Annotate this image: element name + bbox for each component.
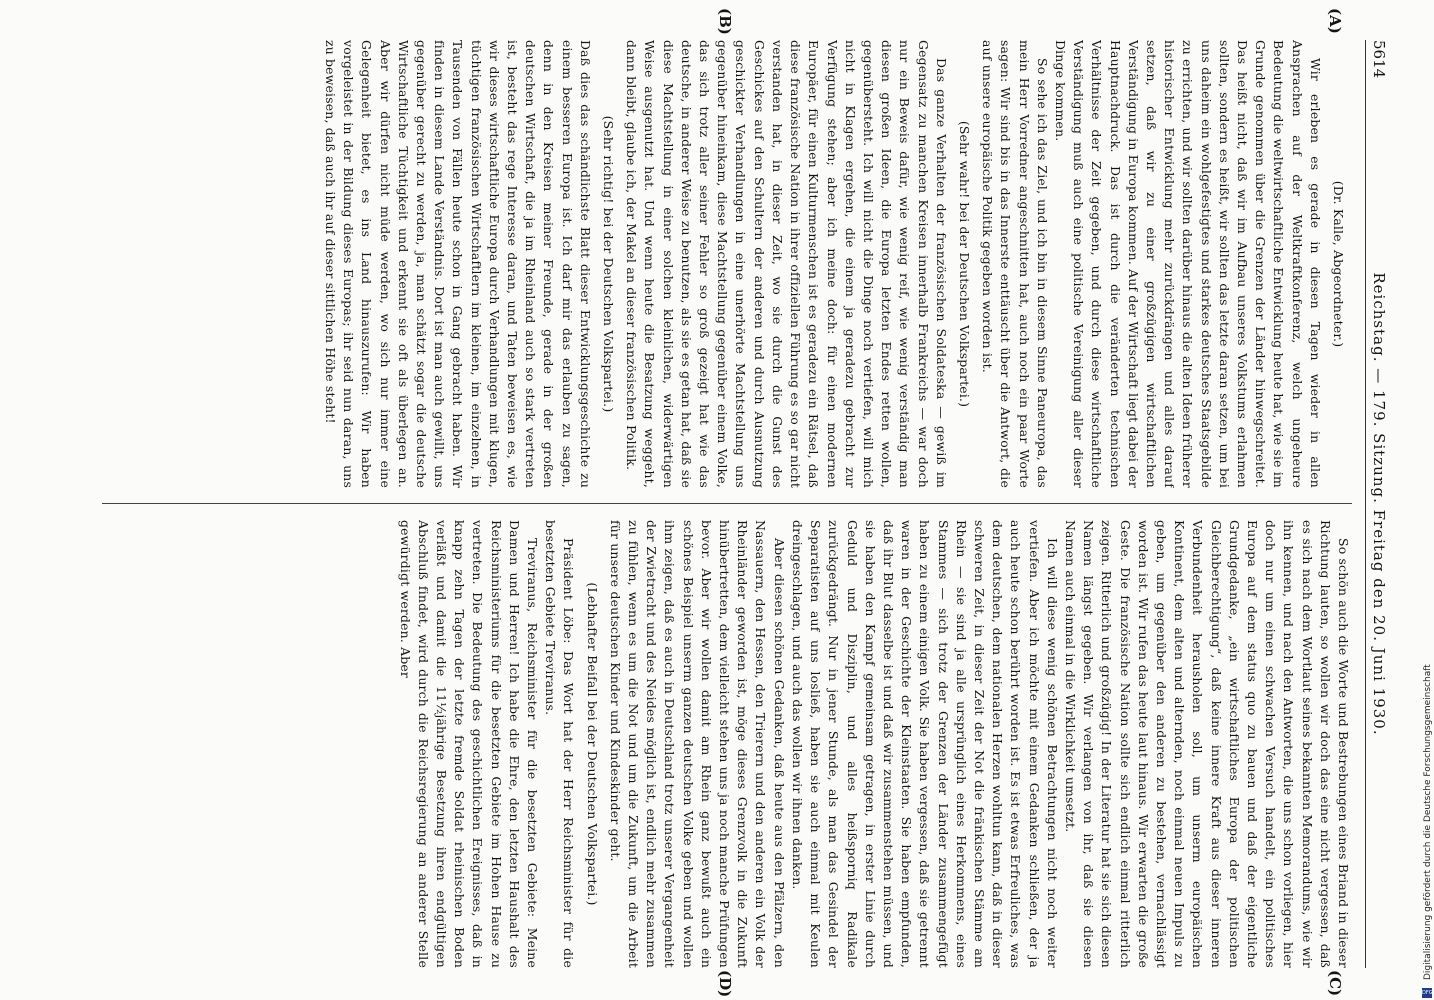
page-title: Reichstag. — 179. Sitzung. Freitag den 20. Juni 1930. [1370,272,1388,736]
interjection: (Sehr richtig! bei der Deutschen Volkspartei.) [601,115,617,413]
interjection: (Lebhafter Beifall bei der Deutschen Volkspartei.) [584,582,600,906]
left-text-column [102,40,1352,488]
margin-marker-d: (D) [716,970,734,998]
speaker-line: (Dr. Kalle, Abgeordneter.) [1331,180,1346,348]
margin-marker-b: (B) [716,8,734,35]
paragraph: Das ganze Verhalten der französischen Soldateska — gewiß im Gegensatz zu manchen Kreisen innerhalb Frankreichs — war doch nur ein Beweis dafür, wie wenig reif, wie wenig verständig man diesen großen Ideen, die Europa letzten Endes retten wollen, gegenübersteht. Ich will nicht die Dinge noch vertiefen, will mich nicht in Klagen ergehen, die einem ja geradezu gebracht zur Verfügung stehen; aber ich meine doch: für einen modernen Europäer, für einen Kulturmenschen ist es geradezu ein Rätsel, daß diese französische Nation in ihrer offiziellen Führung es so gar nicht verstanden hat, in dieser Zeit, wo sie durch die Gunst des Geschickes auf den Schultern der anderen und durch Ausnutzung geschickter Verhandlungen in eine unerhörte Machtstellung uns gegenüber hineinkam, diese Machtstellung gegenüber einem Volke, das sich trotz aller seiner Fehler so groß gezeigt hat wie das deutsche, in anderer Weise zu benutzen, als sie es getan hat, daß sie diese Machtstellung in einer solchen kleinlichen, widerwärtigen Weise ausgenutzt hat. Und wenn heute die Besatzung weggeht, dann bleibt, glaube ich, der Makel an dieser französischen Politik. [624,40,949,488]
paragraph: Daß dies das schändlichste Blatt dieser Entwicklungsgeschichte zu einem besseren Europa ist. Ich darf mir das erlauben zu sagen, denn in den Kreisen meiner Freunde, gerade in der großen deutschen Wirtschaft, die ja im Rheinland auch so stark vertreten ist, besteht das rege Interesse daran, und Taten beweisen es, wie wir dieses wirtschaftliche Europa durch Verhandlungen mit klugen, tüchtigen französischen Wirtschaftlern im kleinen, im einzelnen, in Tausenden von Fällen heute schon in Gang gebracht haben. Wir finden in diesem Lande Verständnis. Dort ist man auch gewillt, uns gegenüber gerecht zu werden, ja, man schätzt sogar die deutsche Wirtschaftliche Tüchtigkeit und erkennt sie oft als überlegen an. Aber wir dürfen nicht müde werden, wo sich nur immer eine Gelegenheit bietet, es ins Land hinauszurufen: Wir haben vorgeleistet in der Bildung dieses Europas; ihr seid nun daran, uns zu beweisen, daß auch ihr auf dieser sittlichen Höhe steht! [323,40,593,488]
paragraph: Ich will diese wenig schönen Betrachtungen nicht noch weiter vertiefen. Aber ich möchte mit einem Gedanken schließen, der ja auch heute schon berührt worden ist. Es ist etwas Erfreuliches, was dem deutschen, dem nationalen Herzen wohltun kann, daß in dieser schweren Zeit, in dieser Zeit der Not die fränkischen Stämme am Rhein — sie sind ja alle ursprünglich eines Herkommens, eines Stammes — sich trotz der Grenzen der Länder zusammengefügt haben zu einem einigen Volk. Sie haben vergessen, daß sie getrennt waren in der Geschichte der Kleinstaaten. Sie haben empfunden, daß ihr Blut dasselbe ist und daß wir zusammenstehen müssen, und sie haben den Kampf gemeinsam getragen, in erster Linie durch Geduld und Disziplin, und alles heißsporniq Radikale zurückgedrängt. Nur in jener Stunde, als man das Gesindel der Separatisten auf uns losließ, haben sie auch einmal mit Keulen dreingeschlagen, und auch das wollen wir ihnen danken. [789,520,1060,968]
margin-marker-a: (A) [1326,8,1344,34]
page-header [1365,40,1390,968]
right-text-column [102,520,1352,968]
paragraph: Treviranus, Reichsminister für die besetzten Gebiete: Meine Damen und Herren! Ich habe die Ehre, den letzten Haushalt des Reichsministeriums für die besetzten Gebiete im Hohen Hause zu vertreten. Die Bedeutung des geschichtlichen Ereignisses, daß in knapp zehn Tagen der letzte fremde Soldat rheinischen Boden verläßt und damit die 11½jährige Besetzung ihren endgültigen Abschluß findet, wird durch die Reichsregierung an anderer Stelle gewürdigt werden. Aber [397,520,541,968]
paragraph: So sehe ich das Ziel, und ich bin in diesem Sinne Paneuropa, das mein Herr Vorredner angeschnitten hat, auch noch ein paar Worte sagen: Wir sind bis in das Innerste enttäuscht über die Antwort, die auf unsere europäische Politik gegeben worden ist. [980,40,1050,488]
digitization-note: Digitalisierung gefördert durch die Deutsche Forschungsgemeinschaft [1423,664,1433,980]
column-divider [102,503,1352,504]
page-number: 5614 [1370,40,1388,79]
paragraph: Präsident Löbe: Das Wort hat der Herr Reichsminister für die besetzten Gebiete Treviranus. [543,520,577,968]
interjection: (Sehr wahr! bei der Deutschen Volkspartei.) [956,120,972,408]
paragraph: So schön auch die Worte und Bestrebungen eines Briand in dieser Richtung lauten, so wollen wir doch das eine nicht vergessen, daß es sich nach dem Wortlaut seines bekannten Memorandums, wie wir ihn kennen, und nach den Antworten, die uns schon vorliegen, hier doch nur um einen schwachen Versuch handelt, ein politisches Europa auf dem status quo zu bauen und daß der eigentliche Grundgedanke, „ein wirtschaftliches Europa der politischen Gleichberechtigung“, daß keine innere Kraft aus dieser inneren Verbundenheit herausholen soll, um unserm europäischen Kontinent, dem alten und alternden, noch einmal neuen Impuls zu geben, um gegenüber den anderen zu bestehen, vernachlässigt worden ist. Wir rufen das heute laut hinaus. Wir erwarten die große Geste. Die französische Nation sollte sich endlich einmal ritterlich zeigen. Ritterlich und großzügig! In der Literatur hat sie sich diesen Namen längst gegeben. Wir verlangen von ihr, daß sie diesen Namen auch einmal in die Wirklichkeit umsetzt. [1062,520,1351,968]
margin-marker-c: (C) [1326,970,1344,997]
paragraph: Aber diesen schönen Gedanken, daß heute aus den Pfälzern, den Nassauern, den Hessen, den Trierern und den anderen ein Volk der Rheinländer geworden ist, möge dieses Grenzvolk in die Zukunft hinübertretten, dem vielleicht stehen uns ja noch manche Prüfungen bevor. Aber wir wollen damit am Rhein ganz bewußt auch ein schönes Beispiel unserm ganzen deutschen Volke geben und wollen ihm zeigen, daß es auch in Deutschland trotz unserer Vergangenheit der Zwietracht und des Neides möglich ist, endlich mehr zusammen zu fühlen, wenn es um die Not und um die Zukunft, um die Arbeit für unsere deutschen Kinder und Kindeskinder geht. [607,520,787,968]
dfg-logo: DFG [1422,990,1433,996]
paragraph: Wir erleben es gerade in diesen Tagen wieder in allen Ansprachen auf der Weltkraftkonferenz, welch ungeheure Bedeutung die weltwirtschaftliche Entwicklung heute hat, wie sie im Grunde genommen über die Grenzen der Länder hinwegschreitet. Das heißt nicht, daß wir im Aufbau unseres Volkstums erlahmen sollten, sondern es heißt, wir sollten das letzte daran setzen, um bei uns daheim ein wohlgefestigtes und starkes deutsches Staatsgebilde zu errichten, und wir sollten darüber hinaus die alten Ideen früherer historischer Entwicklung mehr zurückdrängen und alles darauf setzen, daß wir zu einer großzügigen wirtschaftlichen Verständigung in Europa kommen. Auf der Wirtschaft liegt dabei der Hauptnachdruck. Das ist durch die veränderten technischen Verhältnisse der Zeit gegeben, und durch diese wirtschaftliche Verständigung muß auch eine politische Vereinigung aller dieser Dinge kommen. [1052,40,1323,488]
